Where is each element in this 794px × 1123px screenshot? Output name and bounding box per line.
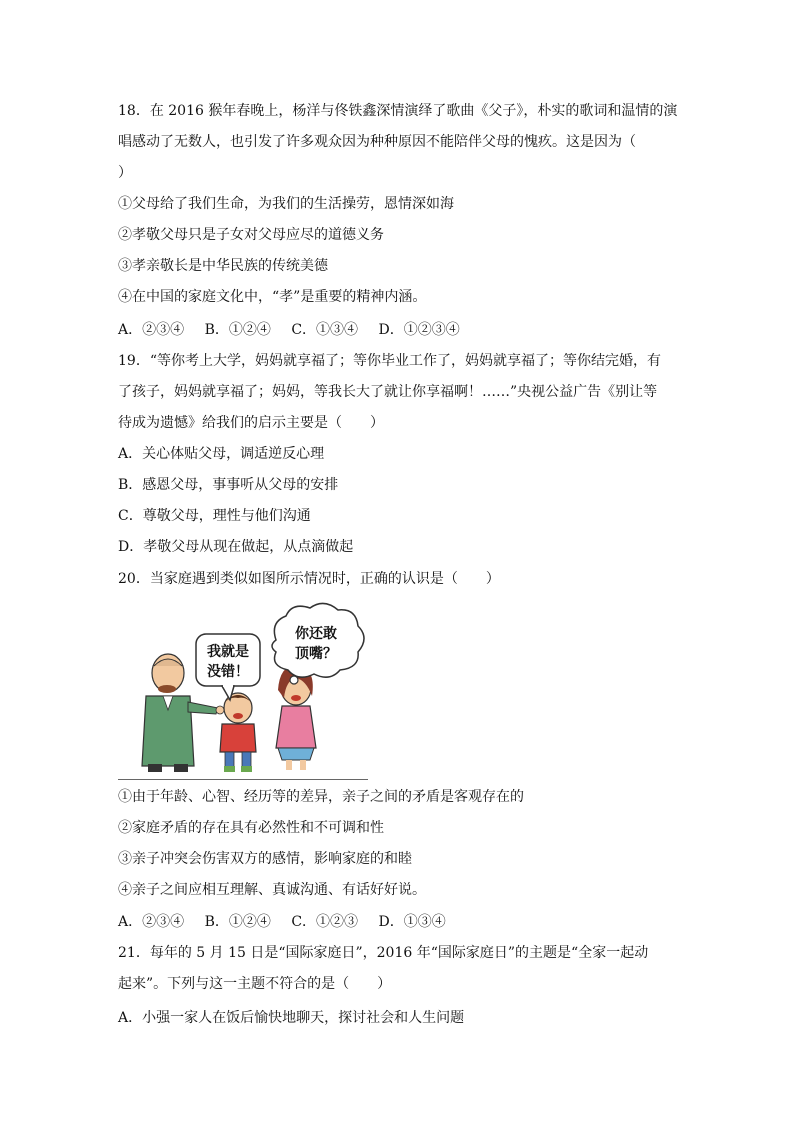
q20-options bbox=[118, 912, 462, 932]
q20-option-d: D．①③④ bbox=[378, 914, 446, 930]
q20-item-3: ③亲子冲突会伤害双方的感情，影响家庭的和睦 bbox=[118, 851, 412, 867]
q20-item-1: ①由于年龄、心智、经历等的差异，亲子之间的矛盾是客观存在的 bbox=[118, 789, 524, 805]
q19-stem-line2: 了孩子，妈妈就享福了；妈妈，等我长大了就让你享福啊！……”央视公益广告《别让等 bbox=[118, 384, 658, 400]
child-speech-line1: 我就是 bbox=[207, 644, 249, 660]
q21-stem-line1: 21．每年的 5 月 15 日是“国际家庭日”，2016 年“国际家庭日”的主题是“全家一起动 bbox=[118, 945, 649, 961]
q21-stem-line2: 起来”。下列与这一主题不符合的是（ ） bbox=[118, 976, 392, 992]
child-figure bbox=[220, 693, 256, 772]
q19-option-a: A．关心体贴父母，调适逆反心理 bbox=[118, 446, 325, 462]
mother-speech-line2: 顶嘴？ bbox=[295, 646, 337, 662]
q18-options bbox=[118, 320, 476, 340]
figure-divider-line bbox=[118, 779, 368, 780]
q18-item-2: ②孝敬父母只是子女对父母应尽的道德义务 bbox=[118, 227, 384, 243]
q19-stem-line3: 待成为遗憾》给我们的启示主要是（ ） bbox=[118, 415, 384, 431]
mother-speech-line1: 你还敢 bbox=[295, 626, 337, 642]
q19-option-d: D．孝敬父母从现在做起，从点滴做起 bbox=[118, 539, 354, 555]
q21-option-a: A．小强一家人在饭后愉快地聊天，探讨社会和人生问题 bbox=[118, 1010, 465, 1026]
child-speech-line2: 没错！ bbox=[207, 664, 249, 680]
q18-option-a: A．②③④ bbox=[118, 322, 185, 338]
q20-option-a: A．②③④ bbox=[118, 914, 185, 930]
q19-stem-line1: 19．“等你考上大学，妈妈就享福了；等你毕业工作了，妈妈就享福了；等你结完婚，有 bbox=[118, 353, 661, 369]
q20-option-b: B．①②④ bbox=[204, 914, 271, 930]
q20-stem: 20．当家庭遇到类似如图所示情况时，正确的认识是（ ） bbox=[118, 571, 500, 587]
family-conflict-illustration bbox=[118, 600, 378, 780]
q18-item-1: ①父母给了我们生命，为我们的生活操劳，恩情深如海 bbox=[118, 196, 454, 212]
q20-item-4: ④亲子之间应相互理解、真诚沟通、有话好好说。 bbox=[118, 882, 426, 898]
q18-stem-line1: 18．在 2016 猴年春晚上，杨洋与佟铁鑫深情演绎了歌曲《父子》，朴实的歌词和温情的演 bbox=[118, 103, 678, 119]
q19-option-c: C．尊敬父母，理性与他们沟通 bbox=[118, 508, 311, 524]
q18-option-b: B．①②④ bbox=[204, 322, 271, 338]
child-speech-bubble bbox=[196, 634, 260, 700]
q18-item-4: ④在中国的家庭文化中，“孝”是重要的精神内涵。 bbox=[118, 289, 427, 305]
q18-item-3: ③孝亲敬长是中华民族的传统美德 bbox=[118, 258, 328, 274]
q20-item-2: ②家庭矛盾的存在具有必然性和不可调和性 bbox=[118, 820, 384, 836]
q18-option-c: C．①③④ bbox=[291, 322, 359, 338]
q18-stem-line3: ） bbox=[118, 165, 132, 181]
q20-option-c: C．①②③ bbox=[291, 914, 359, 930]
q18-stem-line2: 唱感动了无数人，也引发了许多观众因为种种原因不能陪伴父母的愧疚。这是因为（ bbox=[118, 134, 636, 150]
q18-option-d: D．①②③④ bbox=[378, 322, 460, 338]
q19-option-b: B．感恩父母，事事听从父母的安排 bbox=[118, 477, 339, 493]
